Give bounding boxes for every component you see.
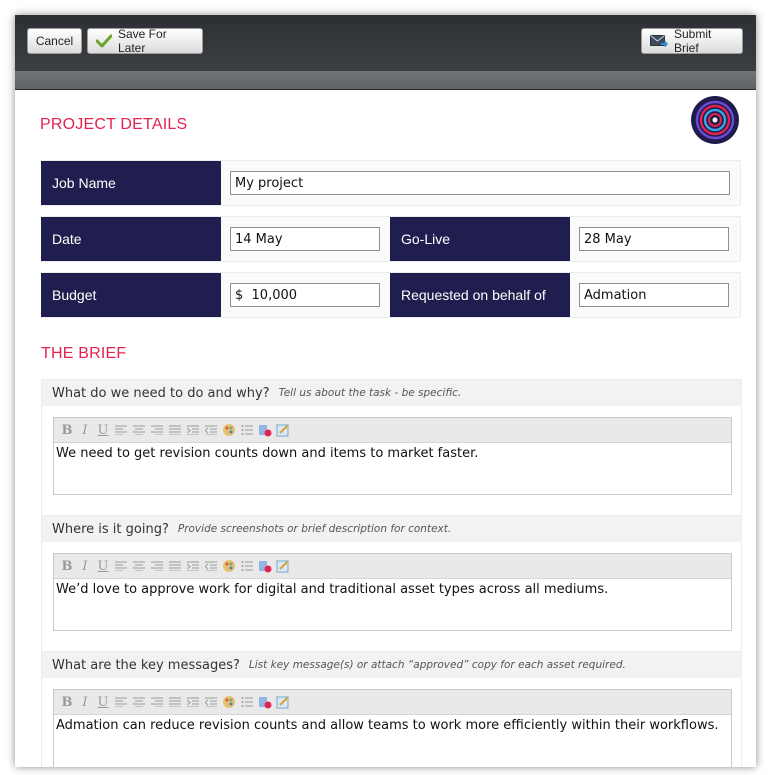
outdent-icon[interactable] <box>203 694 219 710</box>
save-for-later-button[interactable] <box>87 28 203 54</box>
job-name-label: Job Name <box>41 161 221 205</box>
date-field[interactable]: 14 May <box>230 227 380 251</box>
editor-content[interactable]: Admation can reduce revision counts and allow teams to work more efficiently within their workflows. <box>56 718 719 733</box>
insert-link-icon[interactable] <box>257 422 273 438</box>
admation-logo <box>690 95 740 145</box>
bullet-list-icon[interactable] <box>239 558 255 574</box>
justify-icon[interactable] <box>167 558 183 574</box>
brief-question-block <box>41 379 742 517</box>
top-toolbar <box>15 15 756 71</box>
bold-icon[interactable]: B <box>61 422 73 438</box>
align-right-icon[interactable] <box>149 558 165 574</box>
editor-toolbar <box>54 690 731 715</box>
rich-text-editor[interactable] <box>53 553 732 631</box>
bold-icon[interactable]: B <box>61 694 73 710</box>
save-for-later-label: Save For Later <box>118 27 167 55</box>
edit-source-icon[interactable] <box>275 694 291 710</box>
cancel-button-label: Cancel <box>35 34 74 48</box>
budget-label: Budget <box>41 273 221 317</box>
editor-toolbar <box>54 418 731 443</box>
underline-icon[interactable]: U <box>97 558 109 574</box>
the-brief-heading: THE BRIEF <box>41 345 127 362</box>
align-left-icon[interactable] <box>113 422 129 438</box>
align-right-icon[interactable] <box>149 422 165 438</box>
underline-icon[interactable]: U <box>97 422 109 438</box>
submit-brief-label: Submit Brief <box>674 27 712 55</box>
app-window <box>15 15 756 767</box>
indent-icon[interactable] <box>185 422 201 438</box>
main-content <box>15 90 756 767</box>
question-header <box>42 380 741 406</box>
justify-icon[interactable] <box>167 694 183 710</box>
italic-icon[interactable]: I <box>82 422 88 438</box>
question-hint: Provide screenshots or brief description for context. <box>177 523 452 535</box>
submit-brief-button[interactable] <box>641 28 743 54</box>
align-center-icon[interactable] <box>131 558 147 574</box>
align-right-icon[interactable] <box>149 694 165 710</box>
date-label: Date <box>41 217 221 261</box>
behalf-field[interactable]: Admation <box>579 283 729 307</box>
italic-icon[interactable]: I <box>82 694 88 710</box>
outdent-icon[interactable] <box>203 558 219 574</box>
align-center-icon[interactable] <box>131 694 147 710</box>
budget-field[interactable]: $ 10,000 <box>230 283 380 307</box>
color-palette-icon[interactable] <box>221 694 237 710</box>
color-palette-icon[interactable] <box>221 558 237 574</box>
brief-question-block <box>41 515 742 653</box>
question-header <box>42 516 741 542</box>
italic-icon[interactable]: I <box>82 558 88 574</box>
cancel-button[interactable] <box>27 28 82 54</box>
question-hint: Tell us about the task - be specific. <box>278 387 462 399</box>
rich-text-editor[interactable] <box>53 417 732 495</box>
golive-label: Go-Live <box>390 217 570 261</box>
editor-content[interactable]: We’d love to approve work for digital and traditional asset types across all mediums. <box>56 582 609 597</box>
project-details-heading: PROJECT DETAILS <box>40 116 188 133</box>
insert-link-icon[interactable] <box>257 694 273 710</box>
question-title: What do we need to do and why? <box>52 385 270 401</box>
question-title: Where is it going? <box>52 521 169 537</box>
job-name-field[interactable]: My project <box>230 171 730 195</box>
envelope-arrow-icon <box>650 34 668 48</box>
color-palette-icon[interactable] <box>221 422 237 438</box>
indent-icon[interactable] <box>185 694 201 710</box>
align-left-icon[interactable] <box>113 558 129 574</box>
indent-icon[interactable] <box>185 558 201 574</box>
golive-field[interactable]: 28 May <box>579 227 729 251</box>
question-title: What are the key messages? <box>52 657 240 673</box>
align-left-icon[interactable] <box>113 694 129 710</box>
bold-icon[interactable]: B <box>61 558 73 574</box>
toolbar-strip <box>15 71 756 90</box>
edit-source-icon[interactable] <box>275 558 291 574</box>
edit-source-icon[interactable] <box>275 422 291 438</box>
outdent-icon[interactable] <box>203 422 219 438</box>
checkmark-icon <box>96 34 112 48</box>
underline-icon[interactable]: U <box>97 694 109 710</box>
brief-question-block <box>41 651 742 767</box>
behalf-label: Requested on behalf of <box>390 273 570 317</box>
rich-text-editor[interactable] <box>53 689 732 767</box>
editor-content[interactable]: We need to get revision counts down and items to market faster. <box>56 446 479 461</box>
editor-toolbar <box>54 554 731 579</box>
align-center-icon[interactable] <box>131 422 147 438</box>
question-header <box>42 652 741 678</box>
insert-link-icon[interactable] <box>257 558 273 574</box>
bullet-list-icon[interactable] <box>239 422 255 438</box>
justify-icon[interactable] <box>167 422 183 438</box>
question-hint: List key message(s) or attach “approved” copy for each asset required. <box>248 659 626 671</box>
bullet-list-icon[interactable] <box>239 694 255 710</box>
